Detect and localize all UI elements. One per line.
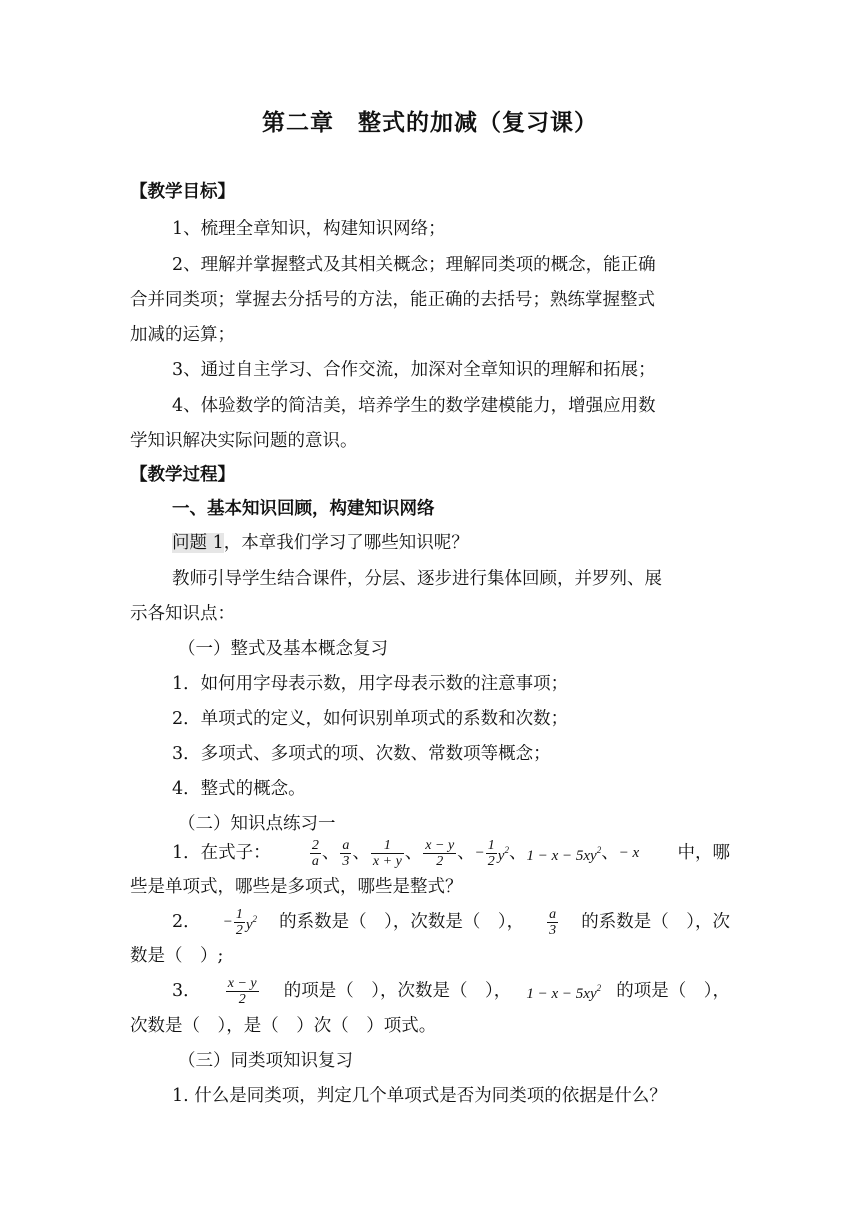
guide-line-1: 教师引导学生结合课件，分层、逐步进行集体回顾，并罗列、展 <box>172 569 662 589</box>
fraction-2-over-a: $\frac{2}{a}$ <box>311 837 319 869</box>
exercise-3-text-b: 的项是（ ）， <box>616 981 730 1001</box>
exercise-1-line-2: 些是单项式，哪些是多项式，哪些是整式？ <box>130 877 463 897</box>
exercise-1-prefix: 1．在式子： <box>172 843 271 863</box>
objective-3: 3、通过自主学习、合作交流，加深对全章知识的理解和拓展； <box>172 360 656 380</box>
part-1-item-3: 3．多项式、多项式的项、次数、常数项等概念； <box>172 744 551 764</box>
exercise-2-prefix: 2． <box>172 912 201 932</box>
negative-x: − x <box>618 845 640 861</box>
objective-4-line-1: 4、体验数学的简洁美，培养学生的数学建模能力，增强应用数 <box>172 396 656 416</box>
objectives-heading: 【教学目标】 <box>130 182 235 202</box>
fraction-a-over-3: $\frac{a}{3}$ <box>342 837 350 869</box>
exercise-3-prefix: 3． <box>172 981 201 1001</box>
part-3-item-1: 1. 什么是同类项，判定几个单项式是否为同类项的依据是什么？ <box>172 1086 667 1106</box>
section-1-heading: 一、基本知识回顾，构建知识网络 <box>172 499 435 519</box>
objective-2-line-1: 2、理解并掌握整式及其相关概念；理解同类项的概念，能正确 <box>172 255 656 275</box>
exercise-3-text-a: 的项是（ ），次数是（ ）， <box>283 981 512 1001</box>
part-1-heading: （一）整式及基本概念复习 <box>178 639 388 659</box>
fraction-1-over-x-plus-y: $\frac{1}{x + y}$ <box>372 837 402 869</box>
exercise-2-text-b: 的系数是（ ），次 <box>581 912 730 932</box>
objective-2-line-3: 加减的运算； <box>130 325 235 345</box>
objective-2-line-2: 合并同类项；掌握去分括号的方法，能正确的去括号；熟练掌握整式 <box>130 290 655 310</box>
fraction-1-over-2: $\frac{1}{2}$ <box>487 837 495 869</box>
part-1-item-4: 4．整式的概念。 <box>172 779 306 799</box>
exercise-2-text-a: 的系数是（ ），次数是（ ）， <box>279 912 525 932</box>
part-3-heading: （三）同类项知识复习 <box>178 1051 353 1071</box>
guide-line-2: 示各知识点： <box>130 604 235 624</box>
part-1-item-1: 1．如何用字母表示数，用字母表示数的注意事项； <box>172 674 569 694</box>
exercise-2-line-1 <box>172 903 730 941</box>
exercise-2-expr-1: − $\frac{1}{2}$ $y^2$ <box>222 906 258 938</box>
exercise-2-expr-2: $\frac{a}{3}$ <box>549 906 557 938</box>
part-1-item-2: 2．单项式的定义，如何识别单项式的系数和次数； <box>172 709 569 729</box>
exercise-2-line-2: 数是（ ）; <box>130 946 224 966</box>
fraction-x-minus-y-over-2: $\frac{x - y}{2}$ <box>425 837 455 869</box>
page-title: 第二章 整式的加减（复习课） <box>262 110 598 136</box>
exercise-3-line-2: 次数是（ ），是（ ）次（ ）项式。 <box>130 1016 437 1036</box>
objective-1: 1、梳理全章知识，构建知识网络； <box>172 219 446 239</box>
question-label: 问题 1 <box>172 533 224 553</box>
question-1 <box>172 531 730 555</box>
question-text: ，本章我们学习了哪些知识呢？ <box>223 533 469 553</box>
objective-4-line-2: 学知识解决实际问题的意识。 <box>130 431 358 451</box>
exercise-1-expressions: $\frac{2}{a}$ 、 $\frac{a}{3}$ 、 $\frac{1}{x + y}$ 、 $\frac{x - y}{2}$ 、 − $\frac{1}{2}$ $y^2$ 、 $1 - x - 5xy^2$ 、 − x <box>311 837 640 869</box>
exercise-3-line-1 <box>172 972 730 1010</box>
process-heading: 【教学过程】 <box>130 465 235 485</box>
exercise-3-expr-1: $\frac{x - y}{2}$ <box>227 975 257 1007</box>
exercise-1-line-1 <box>172 834 730 872</box>
exercise-3-expr-2: $1 - x - 5xy^2$ <box>526 983 602 1002</box>
part-2-heading: （二）知识点练习一 <box>178 814 336 834</box>
polynomial-expression: $1 - x - 5xy^2$ <box>526 845 602 864</box>
exercise-1-suffix: 中，哪 <box>677 843 730 863</box>
